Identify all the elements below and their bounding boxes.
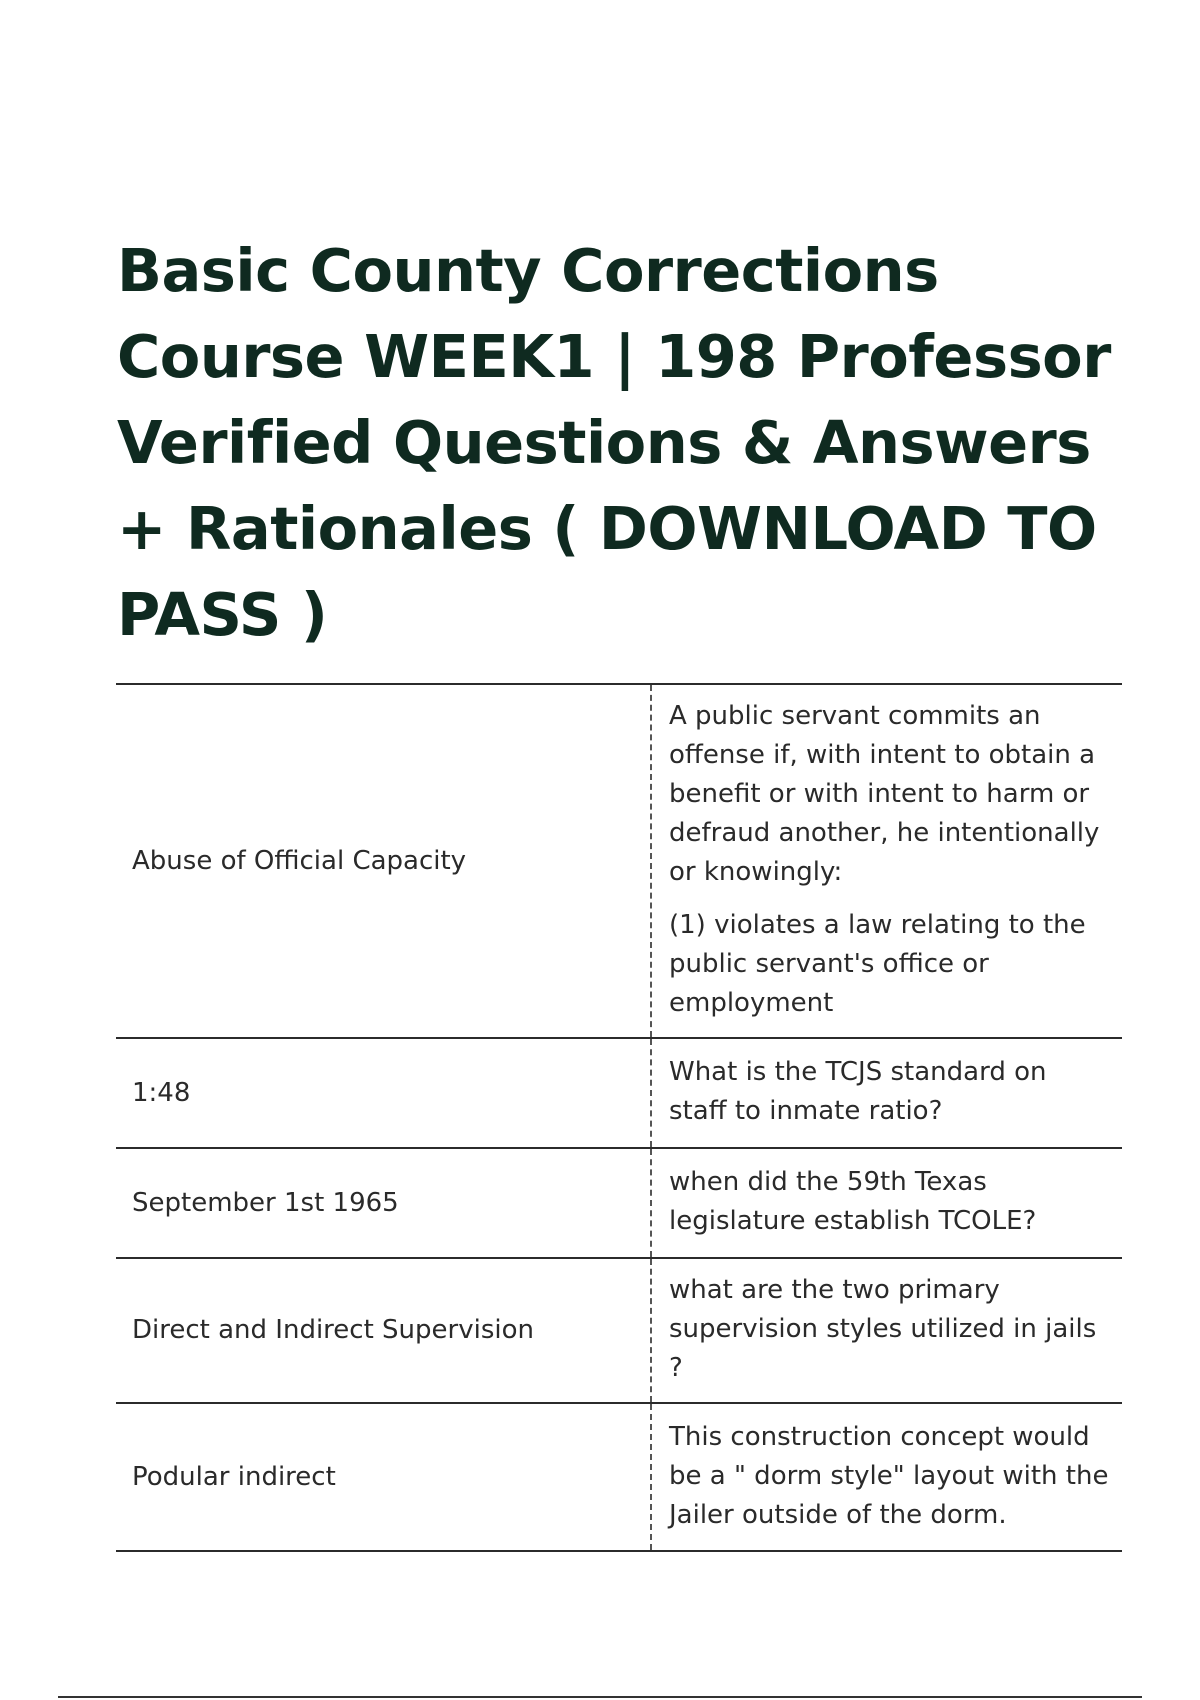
definition-cell	[651, 1148, 1122, 1258]
definition-text: when did the 59th Texas legislature establish TCOLE?	[669, 1167, 1037, 1236]
definition-text: A public servant commits an offense if, with intent to obtain a benefit or with intent to harm or defraud another, he intentionally or knowingly:	[669, 701, 1100, 887]
qa-table	[116, 683, 1122, 1552]
definition-text: What is the TCJS standard on staff to inmate ratio?	[669, 1057, 1047, 1126]
term-cell: September 1st 1965	[116, 1148, 651, 1258]
document-title: Basic County Corrections Course WEEK1 | 198 Professor Verified Questions & Answers + Rationales ( DOWNLOAD TO PASS )	[117, 236, 1111, 649]
table-row	[116, 1038, 1122, 1148]
definition-cell	[651, 1258, 1122, 1403]
term-cell: 1:48	[116, 1038, 651, 1148]
definition-text: what are the two primary supervision styles utilized in jails ?	[669, 1275, 1097, 1383]
table-row	[116, 1148, 1122, 1258]
table-row	[116, 684, 1122, 1038]
definition-cell	[651, 1038, 1122, 1148]
term-cell: Podular indirect	[116, 1403, 651, 1551]
table-row	[116, 1403, 1122, 1551]
definition-cell	[651, 684, 1122, 1038]
table-row	[116, 1258, 1122, 1403]
definition-cell	[651, 1403, 1122, 1551]
footer-divider	[58, 1696, 1142, 1698]
term-cell: Abuse of Official Capacity	[116, 684, 651, 1038]
definition-text: This construction concept would be a " dorm style" layout with the Jailer outside of the dorm.	[669, 1421, 1109, 1530]
definition-text-continued: (1) violates a law relating to the public servant's office or employment	[669, 910, 1086, 1018]
term-cell: Direct and Indirect Supervision	[116, 1258, 651, 1403]
